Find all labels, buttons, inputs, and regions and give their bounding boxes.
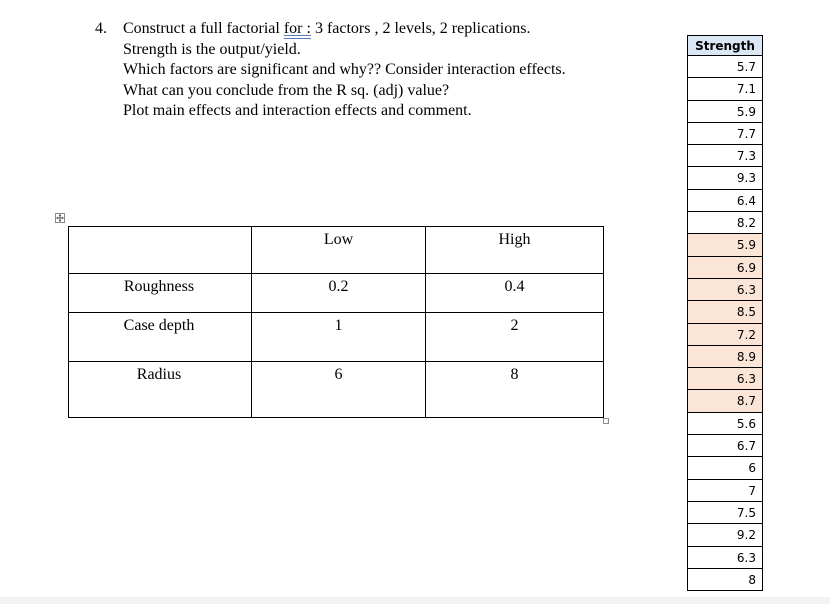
factor-name: Case depth [69, 313, 252, 362]
low-value: 6 [252, 362, 426, 418]
table-row [69, 313, 604, 362]
strength-cell[interactable]: 7 [687, 480, 763, 502]
strength-cell[interactable]: 6.9 [687, 257, 763, 279]
question-line-2: Strength is the output/yield. [123, 40, 301, 58]
question-line-1-suffix: 3 factors , 2 levels, 2 replications. [310, 20, 531, 37]
strength-cell[interactable]: 6.3 [687, 547, 763, 569]
low-value: 1 [252, 313, 426, 362]
strength-cell[interactable]: 6 [687, 457, 763, 479]
strength-cell[interactable]: 8.7 [687, 390, 763, 412]
strength-data-column [687, 35, 763, 591]
question-line-4: What can you conclude from the R sq. (adj) value? [123, 81, 450, 99]
strength-cell[interactable]: 7.7 [687, 123, 763, 145]
header-high: High [426, 227, 604, 274]
strength-cell[interactable]: 5.9 [687, 101, 763, 123]
table-row [69, 274, 604, 313]
question-number: 4. [95, 20, 107, 37]
strength-cell[interactable]: 8.2 [687, 212, 763, 234]
table-move-handle-icon[interactable] [55, 213, 65, 223]
table-header-row [69, 227, 604, 274]
strength-cell[interactable]: 5.6 [687, 413, 763, 435]
strength-cell[interactable]: 6.3 [687, 368, 763, 390]
strength-cell[interactable]: 8.9 [687, 346, 763, 368]
table-resize-handle[interactable] [603, 418, 609, 424]
strength-cell[interactable]: 5.7 [687, 56, 763, 78]
header-low: Low [252, 227, 426, 274]
table-row [69, 362, 604, 418]
question-line-1-prefix: Construct a full factorial [123, 20, 284, 37]
question-line-1 [123, 19, 566, 40]
strength-cells [687, 56, 763, 591]
strength-cell[interactable]: 7.1 [687, 78, 763, 100]
strength-cell[interactable]: 8.5 [687, 301, 763, 323]
factor-name: Radius [69, 362, 252, 418]
strength-cell[interactable]: 6.7 [687, 435, 763, 457]
strength-cell[interactable]: 7.2 [687, 324, 763, 346]
strength-header[interactable]: Strength [687, 35, 763, 56]
question-text [123, 19, 566, 122]
strength-cell[interactable]: 9.2 [687, 524, 763, 546]
strength-cell[interactable]: 9.3 [687, 167, 763, 189]
high-value: 0.4 [426, 274, 604, 313]
strength-cell[interactable]: 5.9 [687, 234, 763, 256]
question-line-3: Which factors are significant and why?? Consider interaction effects. [123, 61, 566, 78]
header-empty-cell [69, 227, 252, 274]
strength-cell[interactable]: 8 [687, 569, 763, 591]
bottom-strip [0, 597, 830, 604]
factor-name: Roughness [69, 274, 252, 313]
strength-cell[interactable]: 7.3 [687, 145, 763, 167]
high-value: 8 [426, 362, 604, 418]
strength-cell[interactable]: 6.3 [687, 279, 763, 301]
high-value: 2 [426, 313, 604, 362]
low-value: 0.2 [252, 274, 426, 313]
strength-cell[interactable]: 7.5 [687, 502, 763, 524]
spellcheck-underlined-word[interactable]: for : [283, 20, 311, 37]
question-line-5: Plot main effects and interaction effects and comment. [123, 102, 472, 119]
factor-levels-table [68, 226, 604, 418]
strength-cell[interactable]: 6.4 [687, 190, 763, 212]
